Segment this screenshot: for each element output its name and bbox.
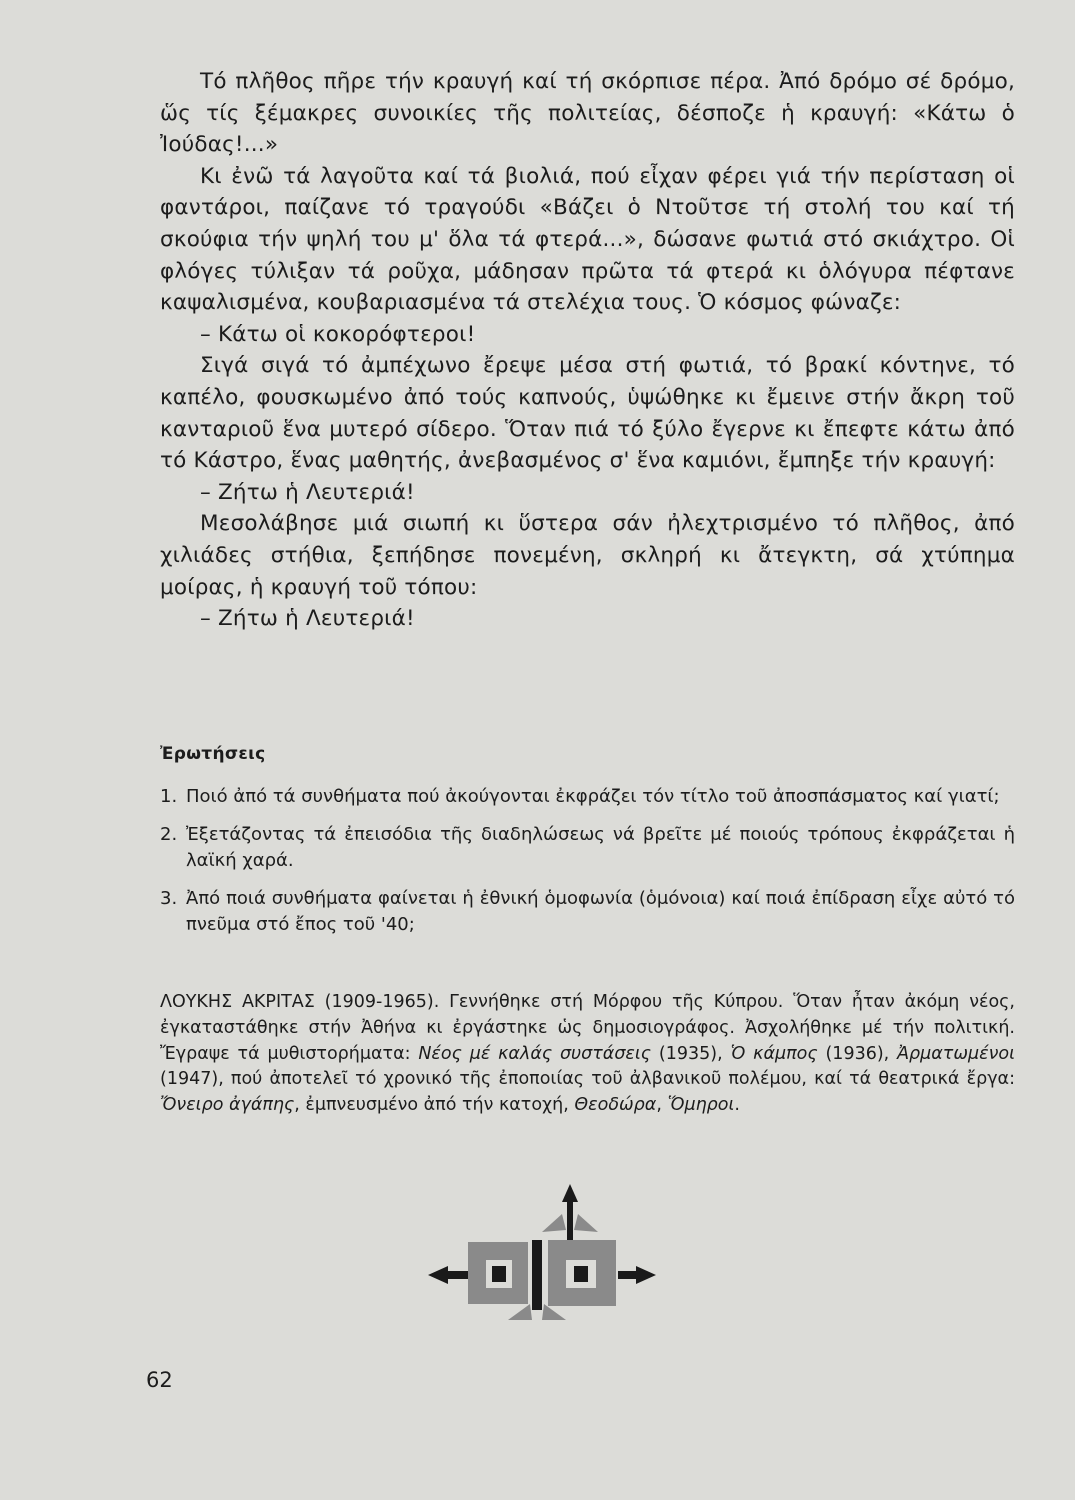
question-text: Ἐξετάζοντας τά ἐπεισόδια τῆς διαδηλώσεως νά βρεῖτε μέ ποιούς τρόπους ἐκφράζεται ἡ λαϊκή χαρά.: [186, 824, 1015, 871]
question-number: 2.: [160, 824, 178, 845]
bio-text: (1935),: [651, 1043, 731, 1064]
bio-title-novel-3: Ἀρματωμένοι: [897, 1043, 1015, 1064]
bio-title-play-1: Ὄνειρο ἀγάπης: [160, 1095, 295, 1116]
question-text: Ἀπό ποιά συνθήματα φαίνεται ἡ ἐθνική ὁμοφωνία (ὁμόνοια) καί ποιά ἐπίδραση εἶχε αὐτό τό πνεῦμα στό ἔπος τοῦ '40;: [186, 888, 1015, 935]
questions-heading: Ἐρωτήσεις: [160, 744, 266, 764]
question-item: [160, 822, 1015, 874]
question-item: [160, 886, 1015, 938]
dialogue-3: – Ζήτω ἡ Λευτεριά!: [200, 606, 415, 632]
paragraph-3: Σιγά σιγά τό ἀμπέχωνο ἔρεψε μέσα στή φωτιά, τό βρακί κόντηνε, τό καπέλο, φουσκωμένο ἀπό τούς καπνούς, ὑψώθηκε κι ἔμεινε στήν ἄκρη τοῦ κανταριοῦ ἕνα μυτερό σίδερο. Ὅταν πιά τό ξύλο ἔγερνε κι ἔπεφτε κάτω ἀπό τό Κάστρο, ἕνας μαθητής, ἀνεβασμένος σ' ἕνα καμιόνι, ἔμπηξε τήν κραυγή:: [160, 353, 1015, 474]
paragraph-2: Κι ἐνῶ τά λαγοῦτα καί τά βιολιά, πού εἶχαν φέρει γιά τήν περίσταση οἱ φαντάροι, παίζανε τό τραγούδι «Βάζει ὁ Ντοῦτσε τή στολή του καί τή σκούφια τήν ψηλή του μ' ὅλα τά φτερά...», δώσανε φωτιά στό σκιάχτρο. Οἱ φλόγες τύλιξαν τά ροῦχα, μάδησαν πρῶτα τά φτερά κι ὁλόγυρα πέφτανε καψαλισμένα, κουβαριασμένα τά στελέχια τους. Ὁ κόσμος φώναζε:: [160, 163, 1015, 316]
bio-text: ,: [656, 1095, 668, 1116]
bio-title-play-2: Θεοδώρα: [574, 1095, 657, 1116]
dialogue-2: – Ζήτω ἡ Λευτεριά!: [200, 479, 415, 505]
questions-list: [160, 784, 1015, 950]
folk-ornament-icon: [426, 1180, 658, 1340]
question-number: 3.: [160, 888, 178, 909]
question-number: 1.: [160, 786, 178, 807]
narrative-text: [160, 66, 1015, 635]
question-item: [160, 784, 1015, 810]
bio-text: (1936),: [817, 1043, 898, 1064]
paragraph-1: Τό πλῆθος πῆρε τήν κραυγή καί τή σκόρπισε πέρα. Ἀπό δρόμο σέ δρόμο, ὥς τίς ξέμακρες συνοικίες τῆς πολιτείας, δέσποζε ἡ κραυγή: «Κάτω ὁ Ἰούδας!...»: [160, 69, 1015, 158]
bio-text: , ἐμπνευσμένο ἀπό τήν κατοχή,: [294, 1095, 575, 1116]
bio-text: .: [734, 1095, 740, 1116]
bio-text: ΛΟΥΚΗΣ ΑΚΡΙΤΑΣ (1909-1965). Γεννήθηκε στή Μόρφου τῆς Κύπρου. Ὅταν ἦταν ἀκόμη νέος, ἐγκαταστάθηκε στήν Ἀθήνα κι ἐργάστηκε ὡς δημοσιογράφος. Ἀσχολήθηκε μέ τήν πολιτική. Ἔγραψε τά μυθιστορήματα:: [160, 992, 1015, 1064]
paragraph-4: Μεσολάβησε μιά σιωπή κι ὕστερα σάν ἠλεχτρισμένο τό πλῆθος, ἀπό χιλιάδες στήθια, ξεπήδησε πονεμένη, σκληρή κι ἄτεγκτη, σά χτύπημα μοίρας, ἡ κραυγή τοῦ τόπου:: [160, 511, 1015, 600]
page-number: 62: [146, 1368, 173, 1392]
bio-title-play-3: Ὅμηροι: [667, 1095, 735, 1116]
author-biography: [160, 990, 1015, 1119]
bio-text: (1947), πού ἀποτελεῖ τό χρονικό τῆς ἐποποιίας τοῦ ἀλβανικοῦ πολέμου, καί τά θεατρικά ἔργα:: [160, 1069, 1015, 1090]
question-text: Ποιό ἀπό τά συνθήματα πού ἀκούγονται ἐκφράζει τόν τίτλο τοῦ ἀποσπάσματος καί γιατί;: [186, 786, 1000, 807]
bio-title-novel-2: Ὁ κάμπος: [730, 1043, 818, 1064]
dialogue-1: – Κάτω οἱ κοκορόφτεροι!: [200, 321, 476, 347]
bio-title-novel-1: Νέος μέ καλάς συστάσεις: [418, 1043, 652, 1064]
